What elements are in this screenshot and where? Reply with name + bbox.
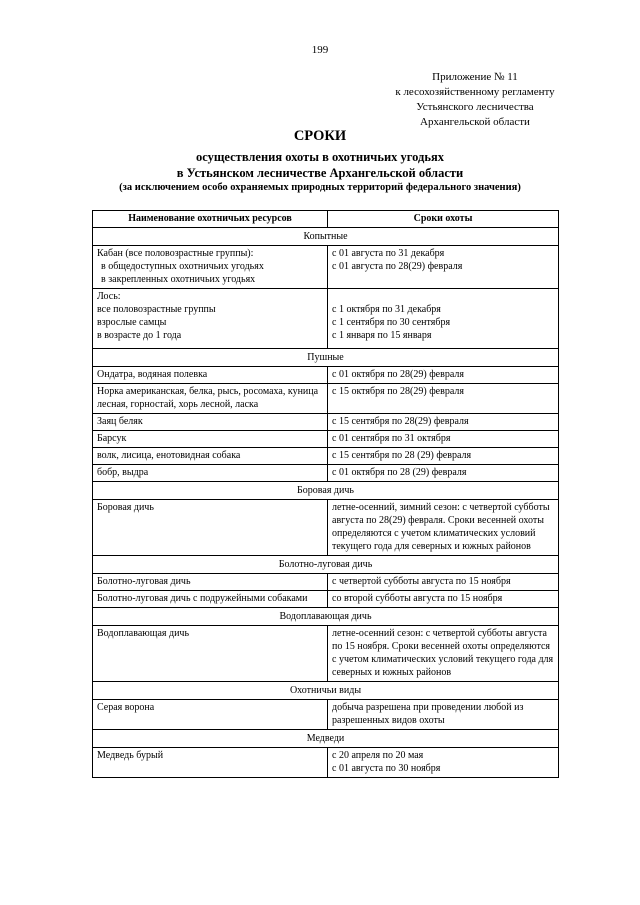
appendix-line-4: Архангельской области [420,116,530,128]
period-cell: с 01 сентября по 31 октября [328,431,559,448]
resource-cell: Заяц беляк [93,414,328,431]
table-row [93,384,559,414]
resource-cell: Серая ворона [93,700,328,730]
resource-cell: бобр, выдра [93,465,328,482]
resource-cell: Водоплавающая дичь [93,626,328,682]
group-kopytnye: Копытные [93,228,559,246]
table-row [93,591,559,608]
document-subtitle-2: в Устьянском лесничестве Архангельской области [176,166,464,180]
column-header-periods: Сроки охоты [328,211,559,228]
resource-cell: Лось: все половозрастные группы взрослые самцы в возрасте до 1 года [93,289,328,349]
period-cell: с 15 октября по 28(29) февраля [328,384,559,414]
period-cell: со второй субботы августа по 15 ноября [328,591,559,608]
group-row [93,349,559,367]
resource-cell: Боровая дичь [93,500,328,556]
document-subtitle-1: осуществления охоты в охотничьих угодьях [196,150,444,164]
group-vodo: Водоплавающая дичь [93,608,559,626]
table-row [93,367,559,384]
period-cell: добыча разрешена при проведении любой из разрешенных видов охоты [328,700,559,730]
appendix-header [340,70,610,130]
group-row [93,482,559,500]
group-row [93,682,559,700]
period-cell: с 01 августа по 31 декабря с 01 августа по 28(29) февраля [328,246,559,289]
group-bolotno: Болотно-луговая дичь [93,556,559,574]
table-row [93,626,559,682]
appendix-line-2: к лесохозяйственному регламенту [395,86,555,98]
table-row [93,500,559,556]
period-cell: с 20 апреля по 20 мая с 01 августа по 30 ноября [328,748,559,778]
resource-cell: Барсук [93,431,328,448]
table-row [93,574,559,591]
resource-cell: Болотно-луговая дичь с подружейными собаками [93,591,328,608]
period-cell: с 15 сентября по 28 (29) февраля [328,448,559,465]
table-row [93,414,559,431]
table-row [93,448,559,465]
period-cell: с 1 октября по 31 декабря с 1 сентября по 30 сентября с 1 января по 15 января [328,289,559,349]
table-row [93,700,559,730]
resource-cell: волк, лисица, енотовидная собака [93,448,328,465]
table-row [93,289,559,349]
appendix-line-3: Устьянского лесничества [416,101,534,113]
group-okhot-vidy: Охотничьи виды [93,682,559,700]
group-row [93,730,559,748]
period-cell: летне-осенний сезон: с четвертой субботы августа по 15 ноября. Сроки весенней охоты определяются с учетом климатических условий текущего года для северных и южных районов [328,626,559,682]
period-cell: с 15 сентября по 28(29) февраля [328,414,559,431]
group-medvedi: Медведи [93,730,559,748]
resource-cell: Норка американская, белка, рысь, росомаха, куница лесная, горностай, хорь лесной, ласка [93,384,328,414]
resource-cell: Медведь бурый [93,748,328,778]
period-cell: с 01 октября по 28 (29) февраля [328,465,559,482]
resource-cell: Ондатра, водяная полевка [93,367,328,384]
resource-cell: Кабан (все половозрастные группы): в общедоступных охотничьих угодьях в закрепленных охотничьих угодьях [93,246,328,289]
table-row [93,246,559,289]
group-row [93,228,559,246]
appendix-line-1: Приложение № 11 [432,71,518,83]
resource-cell: Болотно-луговая дичь [93,574,328,591]
hunting-periods-table [92,210,559,778]
document-title: СРОКИ [293,128,347,144]
table-row [93,748,559,778]
period-cell: летне-осенний, зимний сезон: с четвертой субботы августа по 28(29) февраля. Сроки весенней охоты определяются с учетом климатических условий текущего года для северных и южных районов [328,500,559,556]
page-number: 199 [311,44,329,56]
group-pushnye: Пушные [93,349,559,367]
table-row [93,431,559,448]
column-header-resources: Наименование охотничьих ресурсов [93,211,328,228]
table-header-row [93,211,559,228]
document-subtitle-3: (за исключением особо охраняемых природных территорий федерального значения) [119,182,521,193]
group-borovaya: Боровая дичь [93,482,559,500]
period-cell: с 01 октября по 28(29) февраля [328,367,559,384]
group-row [93,556,559,574]
period-cell: с четвертой субботы августа по 15 ноября [328,574,559,591]
table-row [93,465,559,482]
group-row [93,608,559,626]
